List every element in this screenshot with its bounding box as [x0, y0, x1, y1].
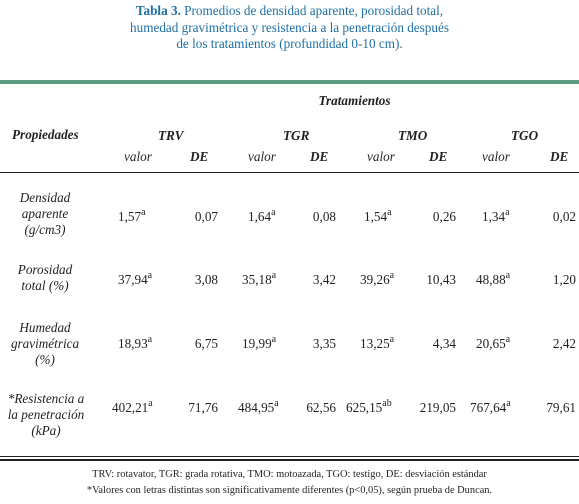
subheader-value-tmo: valor: [367, 149, 395, 164]
cell-sd: 2,42: [552, 336, 576, 351]
cell-sd: 3,42: [312, 272, 336, 287]
bottom-rule-lower: [0, 459, 579, 461]
property-label-line: Porosidad: [17, 262, 73, 277]
cell-sd: 79,61: [546, 400, 576, 415]
treatments-group-header: Tratamientos: [318, 93, 391, 108]
cell-sd: 0,02: [552, 209, 576, 224]
table-caption: [0, 3, 579, 53]
property-label: [2, 190, 88, 238]
cell-sd: 6,75: [194, 336, 218, 351]
cell-value: 48,88$^a$: [476, 270, 511, 287]
cell-sd: 219,05: [419, 400, 456, 415]
cell-sd: 62,56: [306, 400, 336, 415]
header-rule: [0, 172, 579, 173]
cell-value: 20,65$^a$: [476, 334, 511, 351]
property-label-line: Densidad: [19, 190, 71, 205]
cell-sd: 0,26: [432, 209, 456, 224]
caption-line-2: humedad gravimétrica y resistencia a la penetración después: [130, 19, 449, 35]
subheader-value-trv: valor: [124, 149, 152, 164]
subheader-sd-tgo: DE: [550, 149, 569, 164]
property-label: [2, 262, 88, 294]
property-label: [2, 320, 88, 368]
property-label-line: *Resistencia a: [7, 391, 85, 406]
caption-line-1: Promedios de densidad aparente, porosidad total,: [184, 3, 444, 18]
property-label-line: (g/cm3): [24, 222, 66, 237]
cell-value: 1,57$^a$: [118, 207, 146, 224]
properties-header: Propiedades: [12, 127, 79, 142]
cell-value: 39,26$^a$: [360, 270, 395, 287]
treatment-header-trv: TRV: [158, 128, 184, 143]
cell-value: 484,95$^a$: [238, 398, 279, 415]
cell-value: 1,54$^a$: [364, 207, 392, 224]
footnote-significance: *Valores con letras distintas son significativamente diferentes (p<0,05), según prueba de Duncan.: [86, 485, 493, 496]
treatment-header-tgr: TGR: [283, 128, 310, 143]
treatment-header-tgo: TGO: [511, 128, 539, 143]
cell-value: 767,64$^a$: [470, 398, 511, 415]
bottom-rule-upper: [0, 456, 579, 457]
cell-sd: 4,34: [432, 336, 456, 351]
property-label-line: aparente: [21, 206, 69, 221]
property-label-line: (kPa): [31, 423, 61, 438]
cell-sd: 0,08: [312, 209, 336, 224]
property-label-line: la penetración: [7, 407, 85, 422]
cell-value: 37,94$^a$: [118, 270, 153, 287]
caption-label: Tabla 3.: [135, 3, 181, 18]
cell-value: 19,99$^a$: [242, 334, 277, 351]
subheader-sd-tgr: DE: [310, 149, 329, 164]
subheader-value-tgo: valor: [482, 149, 510, 164]
footnote-abbreviations: TRV: rotavator, TGR: grada rotativa, TMO: motoazada, TGO: testigo, DE: desviación estándar: [92, 469, 487, 480]
cell-sd: 3,08: [194, 272, 218, 287]
cell-sd: 10,43: [426, 272, 456, 287]
cell-sd: 71,76: [188, 400, 218, 415]
cell-value: 1,64$^a$: [248, 207, 276, 224]
cell-value: 35,18$^a$: [242, 270, 277, 287]
cell-sd: 1,20: [552, 272, 576, 287]
property-label-line: total (%): [21, 278, 69, 293]
cell-value: 402,21$^a$: [112, 398, 153, 415]
property-label-line: (%): [35, 352, 55, 367]
top-rule: [0, 80, 579, 84]
cell-value: 18,93$^a$: [118, 334, 153, 351]
cell-value: 13,25$^a$: [360, 334, 395, 351]
property-label-line: gravimétrica: [10, 336, 80, 351]
property-label: [0, 391, 92, 439]
subheader-sd-tmo: DE: [429, 149, 448, 164]
cell-sd: 0,07: [194, 209, 218, 224]
subheader-value-tgr: valor: [248, 149, 276, 164]
cell-value: 625,15$^{ab}$: [346, 398, 392, 415]
cell-value: 1,34$^a$: [482, 207, 510, 224]
cell-sd: 3,35: [312, 336, 336, 351]
treatment-header-tmo: TMO: [398, 128, 428, 143]
caption-line-3: de los tratamientos (profundidad 0-10 cm).: [176, 36, 403, 51]
subheader-sd-trv: DE: [190, 149, 209, 164]
property-label-line: Humedad: [19, 320, 71, 335]
